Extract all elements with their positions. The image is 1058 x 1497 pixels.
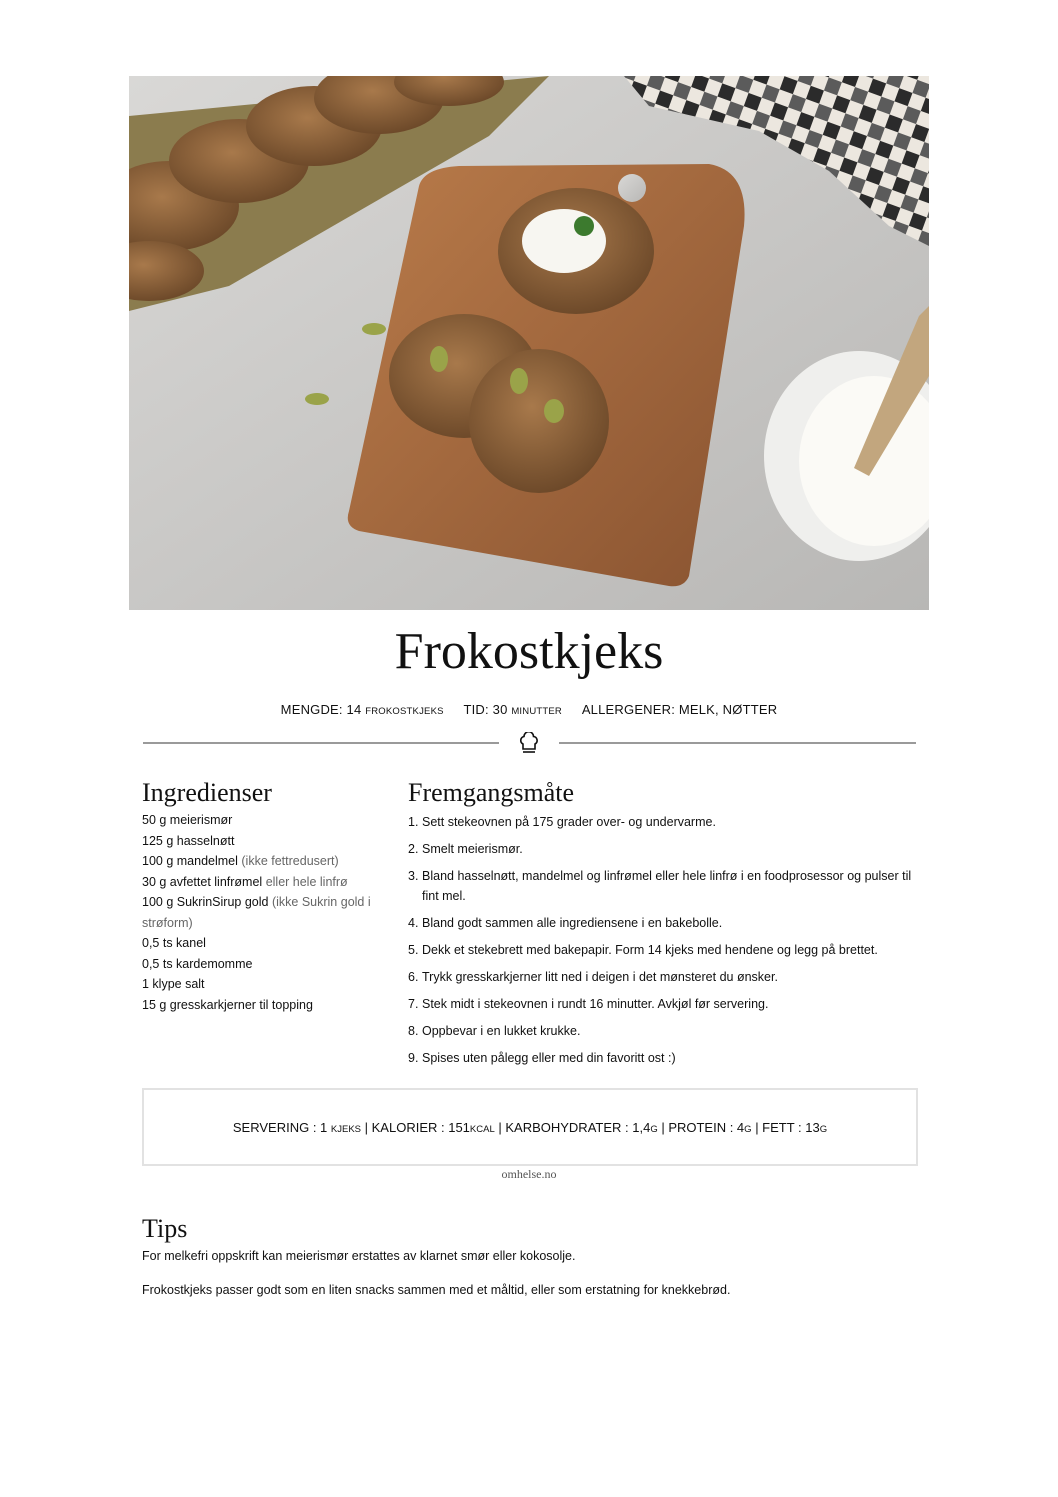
method-section <box>408 778 918 1075</box>
ingredient-item: 1 klype salt <box>142 977 205 991</box>
method-heading: Fremgangsmåte <box>408 778 575 807</box>
nutrition-line: SERVERING : 1 KJEKS | KALORIER : 151KCAL | KARBOHYDRATER : 1,4G | PROTEIN : 4G | FETT : 13G <box>232 1119 828 1135</box>
meta-amount-unit: FROKOSTKJEKS <box>365 706 444 717</box>
step-item: 8. Oppbevar i en lukket krukke. <box>408 1024 581 1038</box>
ingredient-item: 50 g meierismør <box>142 813 233 827</box>
meta-time <box>463 702 562 717</box>
ingredient-item: 0,5 ts kanel <box>142 936 206 950</box>
divider-right <box>559 742 916 744</box>
step-list <box>408 812 918 1068</box>
chef-hat-icon <box>517 732 541 756</box>
source-credit: omhelse.no <box>501 1167 557 1181</box>
ingredient-item: 100 g SukrinSirup gold (ikke Sukrin gold i strøform) <box>142 895 371 930</box>
step-item: 3. Bland hasselnøtt, mandelmel og linfrømel eller hele linfrø i en foodprosessor og pulser til fint mel. <box>408 869 912 903</box>
ingredient-item: 125 g hasselnøtt <box>142 833 235 848</box>
ingredient-item: 100 g mandelmel (ikke fettredusert) <box>142 854 339 868</box>
ingredient-item: 30 g avfettet linfrømel eller hele linfrø <box>142 874 348 889</box>
step-item: 5. Dekk et stekebrett med bakepapir. Form 14 kjeks med hendene og legg på brettet. <box>408 943 878 957</box>
meta-time-label: TID: 30 <box>463 702 508 717</box>
tips-section <box>142 1214 922 1316</box>
tips-heading: Tips <box>142 1214 188 1243</box>
page-title: Frokostkjeks <box>394 623 664 680</box>
parsley <box>574 216 594 236</box>
ingredient-list <box>142 810 387 1015</box>
recipe-meta <box>0 702 1058 717</box>
meta-amount-label: MENGDE: 14 <box>280 702 362 717</box>
divider-left <box>143 742 499 744</box>
ingredients-heading: Ingredienser <box>142 778 272 807</box>
meta-amount <box>281 702 444 717</box>
ingredients-section <box>142 778 387 1015</box>
cream-cheese <box>522 209 606 273</box>
meta-allergens: ALLERGENER: MELK, NØTTER <box>581 702 778 717</box>
tips-paragraph: For melkefri oppskrift kan meierismør erstattes av klarnet smør eller kokosolje. <box>142 1249 576 1263</box>
step-item: 7. Stek midt i stekeovnen i rundt 16 minutter. Avkjøl før servering. <box>408 997 769 1011</box>
cookie-board-2 <box>469 349 609 493</box>
ingredient-item: 15 g gresskarkjerner til topping <box>142 997 313 1012</box>
step-item: 4. Bland godt sammen alle ingrediensene i en bakebolle. <box>408 916 723 930</box>
step-item: 6. Trykk gresskarkjerner litt ned i deigen i det mønsteret du ønsker. <box>408 970 778 984</box>
recipe-photo <box>129 76 929 610</box>
step-item: 9. Spises uten pålegg eller med din favoritt ost :) <box>408 1051 676 1065</box>
step-item: 1. Sett stekeovnen på 175 grader over- og undervarme. <box>408 815 716 829</box>
ingredient-item: 0,5 ts kardemomme <box>142 956 253 971</box>
nutrition-box <box>142 1088 918 1166</box>
step-item: 2. Smelt meierismør. <box>408 842 523 856</box>
tips-paragraph: Frokostkjeks passer godt som en liten snacks sammen med et måltid, eller som erstatning for knekkebrød. <box>142 1283 731 1297</box>
meta-time-unit: MINUTTER <box>511 706 562 717</box>
